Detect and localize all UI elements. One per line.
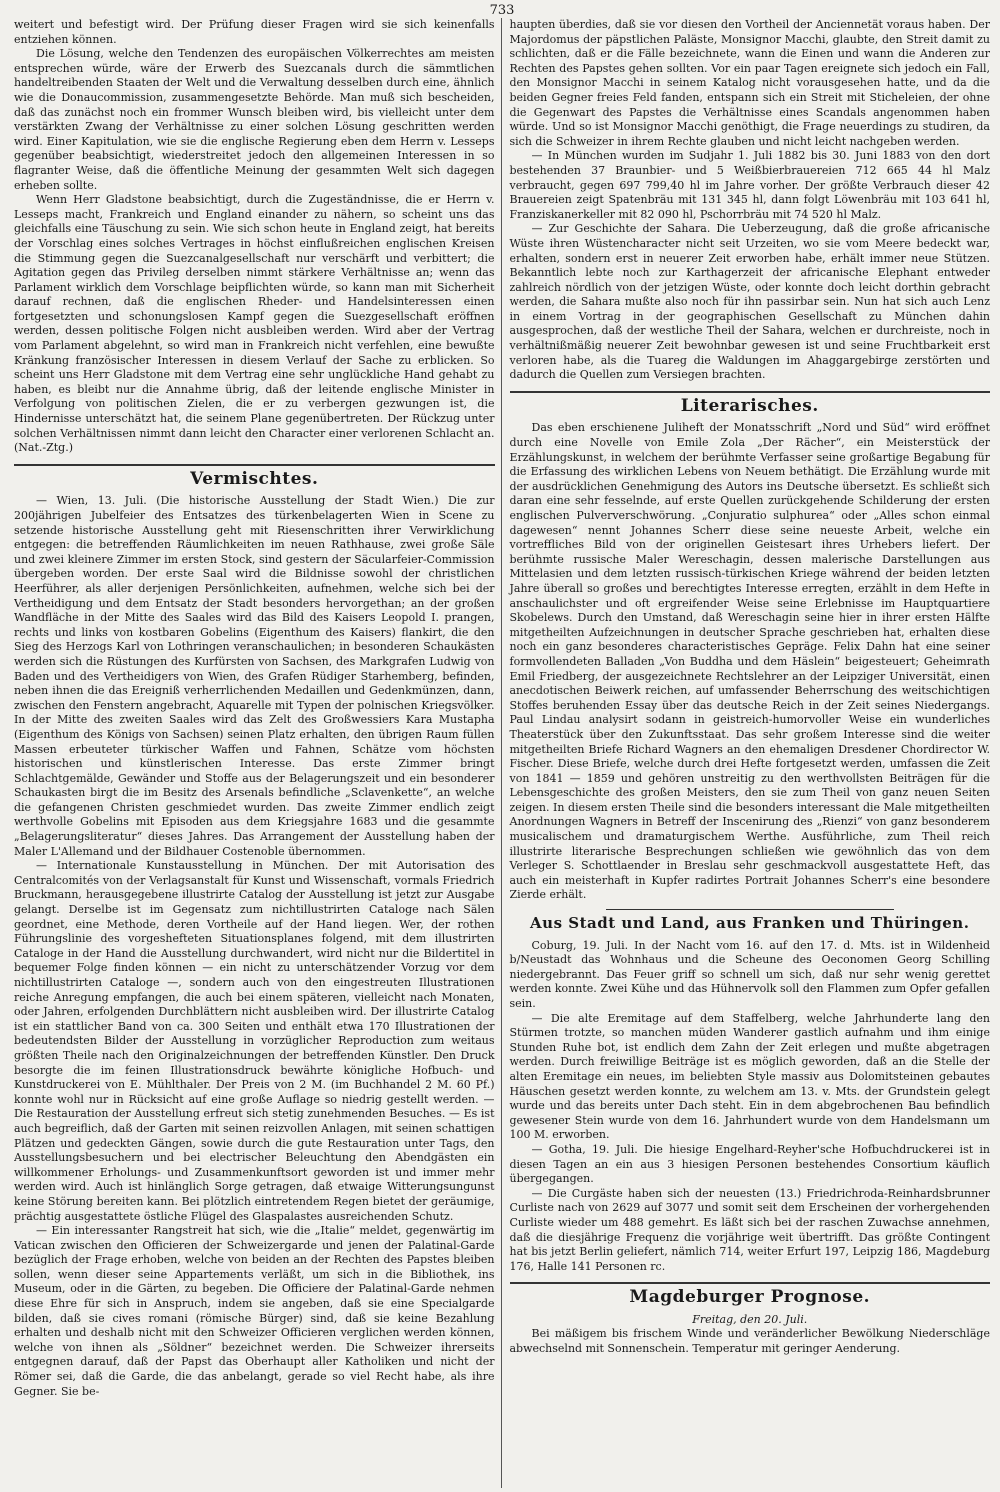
right-column [501,18,991,1488]
news-item: Das eben erschienene Juliheft der Monatsschrift „Nord und Süd“ wird eröffnet durch eine Novelle von Emile Zola „Der Rächer“, ein Meisterstück der Erzählungskunst, in welchem der berühmte Verfasser seine großartige Begabung für die Erfassung des wirklichen Lebens von Neuem bethätigt. Die Erzählung wurde mit der ausdrücklichen Genehmigung des Autors ins Deutsche übersetzt. Es schließt sich daran eine sehr fesselnde, auf erste Quellen zurückgehende Schilderung der ersten englischen Pulververschwörung. „Conjuratio sulphurea“ oder „Alles schon einmal dagewesen“ nennt Johannes Scherr diese seine neueste Arbeit, welche ein vortreffliches Bild von der originellen Geistesart ihres Urhebers liefert. Der berühmte russische Maler Wereschagin, dessen malerische Darstellungen aus Mittelasien und dem letzten russisch-türkischen Kriege während der beiden letzten Jahre überall so großes und berechtigtes Interesse erregten, erzählt in dem Hefte in anschaulichster und oft ergreifender Weise seine Erlebnisse im Hauptquartiere Skobelews. Durch den Umstand, daß Wereschagin seine hier in ihrer ersten Hälfte mitgetheilten Aufzeichnungen in deutscher Sprache geschrieben hat, erhalten diese noch ein ganz besonderes characteristisches Gepräge. Felix Dahn hat eine seiner formvollendeten Balladen „Von Buddha und dem Häslein“ beigesteuert; Geheimrath Emil Friedberg, der ausgezeichnete Rechtslehrer an der Leipziger Universität, einen anecdotischen Beiwerk reichen, auf umfassender Beherrschung des weitschichtigen Stoffes beruhenden Essay über das deutsche Reich in der Zeit seines Niedergangs. Paul Lindau analysirt sodann in geistreich-humorvoller Weise ein wunderliches Theaterstück über den Zukunftsstaat. Das sehr großem Interesse sind die weiter mitgetheilten Briefe Richard Wagners an den ehemaligen Dresdener Chordirector W. Fischer. Diese Briefe, welche durch drei Hefte fortgesetzt werden, umfassen die Zeit von 1841 — 1859 und gehören unstreitig zu den werthvollsten Beiträgen für die Lebensgeschichte des großen Meisters, den sie zum Theil von ganz neuen Seiten zeigen. In diesem ersten Theile sind die besonders interessant die Male mitgetheilten Anordnungen Wagners in Betreff der Inscenirung des „Rienzi“ von ganz besonderem musicalischem und dramaturgischem Werthe. Ausführliche, zum Theil reich illustrirte literarische Besprechungen schließen wie gewöhnlich das von dem Verleger S. Schottlaender in Breslau sehr geschmackvoll ausgestattete Heft, das auch ein meisterhaft in Kupfer radirtes Portrait Johannes Scherr's eine besondere Zierde erhält. [509,421,990,902]
section-heading-vermischtes: Vermischtes. [190,468,319,489]
section-divider [606,909,894,910]
article-text: Wenn Herr Gladstone beabsichtigt, durch die Zugeständnisse, die er Herrn v. Lesseps macht, Frankreich und England einander zu nähern, so scheint uns das gleichfalls eine Täuschung zu sein. Wie sich schon heute in England zeigt, hat bereits der Vorschlag eines solches Vertrages in höchst einflußreichen englischen Kreisen die Stimmung gegen die Suezcanalgesellschaft nur verschärft und verbittert; die Agitation gegen das Privileg derselben nimmt stärkere Verhältnisse an; wenn das Parlament wirklich dem Vorschlage beipflichten würde, so kann man mit Sicherheit darauf rechnen, daß die englischen Rheder- und Handelsinteressen einen fortgesetzten und schonungslosen Kampf gegen die Suezgesellschaft eröffnen werden, dessen politische Folgen nicht ausbleiben werden. Wird aber der Vertrag vom Parlament abgelehnt, so wird man in Frankreich nicht verfehlen, eine bewußte Kränkung französischer Interessen in diesem Verlauf der Sache zu erblicken. So scheint uns Herr Gladstone mit dem Vertrag eine sehr unglückliche Hand gehabt zu haben, es bleibt nur die Annahme übrig, daß der leitende englische Minister in Verfolgung von politischen Zielen, die er zu verbergen gezwungen ist, die Hindernisse unterschätzt hat, die seinem Plane gegenübertreten. Der Rückzug unter solchen Verhältnissen nimmt dann leicht den Character einer verlorenen Schlacht an. (Nat.-Ztg.) [14,193,495,455]
columns [14,18,990,1488]
news-item: — Die Curgäste haben sich der neuesten (13.) Friedrichroda-Reinhardsbrunner Curliste nach von 2629 auf 3077 und somit seit dem Erscheinen der vorhergehenden Curliste wieder um 488 gemehrt. Es läßt sich bei der raschen Zuwachse annehmen, daß die diesjährige Frequenz die vorjährige weit übertrifft. Das größte Contingent hat bis jetzt Berlin geliefert, nämlich 714, weiter Erfurt 197, Leipzig 186, Magdeburg 176, Halle 141 Personen rc. [509,1186,990,1273]
article-text: weitert und befestigt wird. Der Prüfung dieser Fragen wird sie sich keinenfalls entziehen können. [14,18,495,46]
section-heading-literarisches: Literarisches. [680,395,819,416]
news-item: Coburg, 19. Juli. In der Nacht vom 16. auf den 17. d. Mts. ist in Wildenheid b/Neustadt das Wohnhaus und die Scheune des Oeconomen Georg Schilling niedergebrannt. Das Feuer griff so schnell um sich, daß nur sehr wenig gerettet werden konnte. Zwei Kühe und das Hühnervolk soll den Flammen zum Opfer gefallen sein. [509,938,990,1010]
section-heading-regional: Aus Stadt und Land, aus Franken und Thüringen. [530,914,970,933]
news-item: — Ein interessanter Rangstreit hat sich, wie die „Italie“ meldet, gegenwärtig im Vatican zwischen den Officieren der Schweizergarde und jenen der Palatinal-Garde bezüglich der Frage erhoben, welche von beiden an der Rechten des Papstes bleiben sollen, wenn dieser seine Appartements verläßt, um sich in die Bibliothek, ins Museum, oder in die Gärten, zu begeben. Die Officiere der Palatinal-Garde nehmen diese Ehre für sich in Anspruch, indem sie angeben, daß sie eine Specialgarde bilden, daß sie cives romani (römische Bürger) sind, daß sie keine Bezahlung erhalten und deshalb nicht mit den Schweizer Officieren verglichen werden können, welche von ihnen als „Söldner“ bezeichnet werden. Die Schweizer ihrerseits entgegnen darauf, daß der Papst das Oberhaupt aller Katholiken und nicht der Römer sei, daß die Garde, die das anbelangt, gerade so viel Recht habe, als ihre Gegner. Sie be- [14,1224,495,1398]
news-item: — Wien, 13. Juli. (Die historische Ausstellung der Stadt Wien.) Die zur 200jährigen Jubelfeier des Entsatzes des türkenbelagerten Wien in Scene zu setzende historische Ausstellung geht mit Riesenschritten ihrer Verwirklichung entgegen: die betreffenden Räumlichkeiten im neuen Rathhause, zwei große Säle und zwei kleinere Zimmer im ersten Stock, sind gestern der Säcularfeier-Commission übergeben worden. Der erste Saal wird die Bildnisse sowohl der christlichen Heerführer, als aller derjenigen Persönlichkeiten, aufnehmen, welche sich bei der Vertheidigung und dem Entsatz der Stadt besonders hervorgethan; an der großen Wandfläche in der Mitte des Saales wird das Bild des Kaisers Leopold I. prangen, rechts und links von kostbaren Gobelins (Eigenthum des Kaisers) flankirt, die den Sieg des Herzogs Karl von Lothringen veranschaulichen; in besonderen Schaukästen werden sich die Rüstungen des Kurfürsten von Sachsen, des Markgrafen Ludwig von Baden und des Vertheidigers von Wien, des Grafen Rüdiger Starhemberg, befinden, neben ihnen die das Ereigniß verherrlichenden Medaillen und Gedenkmünzen, dann, zwischen den Fenstern angebracht, Aquarelle mit Typen der polnischen Kriegsvölker. In der Mitte des zweiten Saales wird das Zelt des Großwessiers Kara Mustapha (Eigenthum des Königs von Sachsen) seinen Platz erhalten, den übrigen Raum füllen Massen erbeuteter türkischer Waffen und Fahnen, Schätze vom höchsten historischen und künstlerischen Interesse. Das erste Zimmer bringt Schlachtgemälde, Gewänder und Stoffe aus der Belagerungszeit und ein besonderer Schaukasten birgt die im Besitz des Arsenals befindliche „Sclavenkette“, an welche die gefangenen Christen geschmiedet wurden. Das zweite Zimmer endlich zeigt werthvolle Gobelins mit Episoden aus dem Kriegsjahre 1683 und die gesammte „Belagerungsliteratur“ dieses Jahres. Das Arrangement der Ausstellung haben der Maler L'Allemand und der Bildhauer Costenoble übernommen. [14,494,495,858]
article-text: Die Lösung, welche den Tendenzen des europäischen Völkerrechtes am meisten entsprechen würde, wäre der Erwerb des Suezcanals durch die sämmtlichen handeltreibenden Staaten der Welt und die Verwaltung desselben durch eine, ähnlich wie die Donaucommission, zusammengesetzte Behörde. Man muß sich bescheiden, daß das zunächst noch ein frommer Wunsch bleiben wird, bis vielleicht unter dem verstärkten Zwang der Verhältnisse zu einer solchen Lösung geschritten werden wird. Einer Kapitulation, wie sie die englische Regierung eben dem Herrn v. Lesseps gegenüber beabsichtigt, wiederstreitet jedoch den allgemeinen Interessen in so flagranter Weise, daß die öffentliche Meinung der gesammten Welt sich dagegen erheben sollte. [14,47,495,192]
news-item: — Zur Geschichte der Sahara. Die Ueberzeugung, daß die große africanische Wüste ihren Wüstencharacter nicht seit Urzeiten, wo sie vom Meere bedeckt war, erhalten, sondern erst in neuerer Zeit erworben habe, erhält immer neue Stützen. Bekanntlich lebte noch zur Karthagerzeit der africanische Elephant entweder zahlreich nördlich von der jetzigen Wüste, oder konnte doch leicht dorthin gebracht werden, die Sahara mußte also noch für ihn passirbar sein. Nun hat sich auch Lenz in einem Vortrag in der geographischen Gesellschaft zu München dahin ausgesprochen, daß der westliche Theil der Sahara, welchen er durchreiste, noch in verhältnißmäßig neuerer Zeit bewohnbar gewesen ist und seine Fruchtbarkeit erst verloren habe, als die Tuareg die Waldungen im Ahaggargebirge zerstörten und dadurch die Quellen zum Versiegen brachten. [509,222,990,382]
section-divider [510,1282,991,1284]
article-text: haupten überdies, daß sie vor diesen den Vortheil der Anciennetät voraus haben. Der Majordomus der päpstlichen Paläste, Monsignor Macchi, glaubte, den Streit damit zu schlichten, daß er die Fälle bezeichnete, wann die Einen und wann die Anderen zur Rechten des Papstes gehen sollten. Vor ein paar Tagen ereignete sich jedoch ein Fall, den Monsignor Macchi in seinem Katalog nicht vorausgesehen hatte, und da die beiden Gegner freies Feld fanden, entspann sich ein Streit mit Sticheleien, der ohne die Gegenwart des Papstes die Verhältnisse eines Scandals angenommen haben würde. Und so ist Monsignor Macchi genöthigt, die Frage neuerdings zu studiren, da sich die Schweizer in ihrem Rechte glauben und nicht leicht nachgeben werden. [509,18,990,148]
news-item: — Internationale Kunstausstellung in München. Der mit Autorisation des Centralcomités von der Verlagsanstalt für Kunst und Wissenschaft, vormals Friedrich Bruckmann, herausgegebene illustrirte Catalog der Ausstellung ist jetzt zur Ausgabe gelangt. Derselbe ist im Gegensatz zum nichtillustrirten Cataloge nach Sälen geordnet, eine Methode, deren Vortheile auf der Hand liegen. Wer, der rothen Führungslinie des vorgeshefteten Situationsplanes folgend, mit dem illustrirten Cataloge in der Hand die Ausstellung durchwandert, wird nicht nur die Bildertitel in bequemer Folge finden können — ein nicht zu unterschätzender Vorzug vor dem nichtillustrirten Cataloge —, sondern auch von den eingestreuten Illustrationen reiche Anregung empfangen, die auch bei einem späteren, vielleicht nach Monaten, oder Jahren, erfolgenden Durchblättern nicht ausbleiben wird. Der illustrirte Catalog ist ein stattlicher Band von ca. 300 Seiten und enthält etwa 170 Illustrationen der bedeutendsten Bilder der Ausstellung in vorzüglicher Reproduction zum weitaus größten Theile nach den Originalzeichnungen der betreffenden Künstler. Den Druck besorgte die im feinen Illustrationsdruck bewährte königliche Hofbuch- und Kunstdruckerei von E. Mühlthaler. Der Preis von 2 M. (im Buchhandel 2 M. 60 Pf.) konnte wohl nur in Rücksicht auf eine große Auflage so niedrig gestellt werden. — Die Restauration der Ausstellung erfreut sich stetig zunehmenden Besuches. — Es ist auch begreiflich, daß der Garten mit seinen reizvollen Anlagen, mit seinen schattigen Plätzen und gedeckten Gängen, sowie durch die gute Restauration unter Tags, den Ausstellungsbesuchern und bei electrischer Beleuchtung den Abendgästen ein willkommener Erholungs- und Zusammenkunftsort geworden ist und immer mehr werden wird. Auch ist hinlänglich Sorge getragen, daß etwaige Witterungsungunst keine Störung bereiten kann. Bei plötzlich eintretendem Regen bietet der geräumige, prächtig ausgestattete östliche Flügel des Glaspalastes ausreichenden Schutz. [14,859,495,1223]
news-item: — Gotha, 19. Juli. Die hiesige Engelhard-Reyher'sche Hofbuchdruckerei ist in diesen Tagen an ein aus 3 hiesigen Personen bestehendes Consortium käuflich übergegangen. [509,1142,990,1186]
news-item: — Die alte Eremitage auf dem Staffelberg, welche Jahrhunderte lang den Stürmen trotzte, so manchen müden Wanderer gastlich aufnahm und ihm einige Stunden Ruhe bot, ist endlich dem Zahn der Zeit erlegen und mußte abgetragen werden. Durch freiwillige Beiträge ist es möglich geworden, daß an die Stelle der alten Eremitage ein neues, im beliebten Style massiv aus Dolomitsteinen gebautes Häuschen gesetzt werden konnte, zu welchem am 13. v. Mts. der Grundstein gelegt wurde und das bereits unter Dach steht. Ein in dem abgebrochenen Bau befindlich gewesener Stein wurde von dem 16. Jahrhundert wurde von dem Handelsmann um 100 M. erworben. [509,1011,990,1142]
section-heading-prognose: Magdeburger Prognose. [629,1287,871,1308]
section-divider [14,464,495,466]
page-number: 733 [489,3,515,18]
left-column [14,18,501,1488]
prognose-text: Bei mäßigem bis frischem Winde und veränderlicher Bewölkung Niederschläge abwechselnd mit Sonnenschein. Temperatur mit geringer Aenderung. [509,1327,990,1356]
section-divider [510,391,991,393]
prognose-date: Freitag, den 20. Juli. [692,1312,808,1326]
news-item: — In München wurden im Sudjahr 1. Juli 1882 bis 30. Juni 1883 von den dort bestehenden 37 Braunbier- und 5 Weißbierbrauereien 712 665 44 hl Malz verbraucht, gegen 697 799,40 hl im Jahre vorher. Der größte Verbrauch dieser 42 Brauereien zeigt Spatenbräu mit 131 345 hl, dann folgt Löwenbräu mit 103 641 hl, Franziskanerkeller mit 82 090 hl, Pschorrbräu mit 74 520 hl Malz. [509,149,990,221]
